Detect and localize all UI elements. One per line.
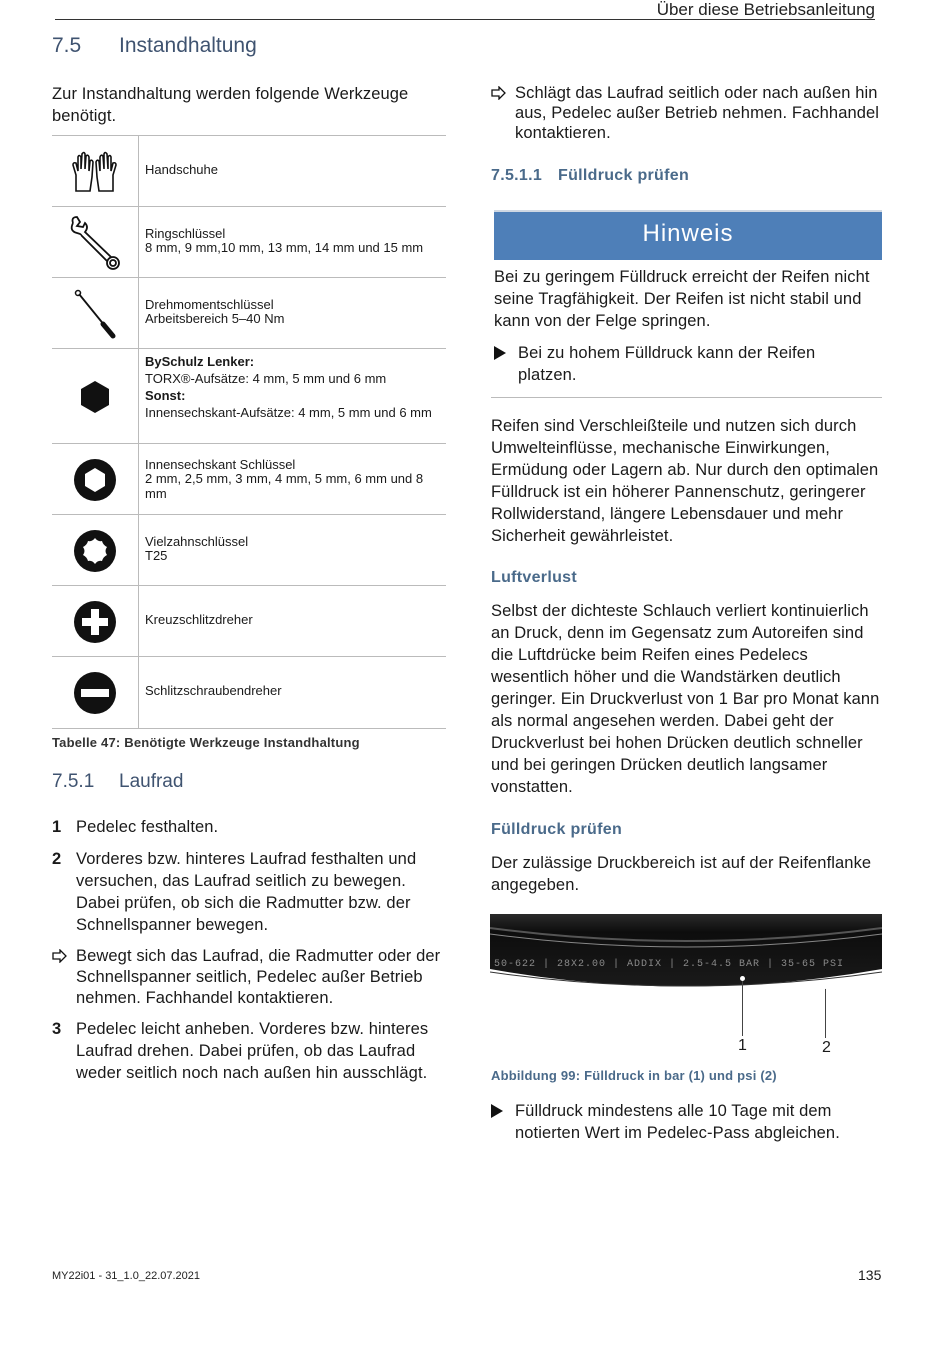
hint-banner — [494, 210, 882, 260]
hint-bullet — [494, 342, 874, 386]
result-text: Bewegt sich das Laufrad, die Radmutter oder der Schnellspanner seitlich, Pedelec außer Betrieb nehmen. Fachhandel kontaktieren. — [76, 947, 441, 1007]
step-1 — [52, 816, 447, 838]
footer-doc-id: MY22i01 - 31_1.0_22.07.2021 — [52, 1270, 201, 1282]
tool-name: Drehmomentschlüssel — [145, 297, 274, 312]
table-row — [52, 348, 446, 444]
step-text: Pedelec leicht anheben. Vorderes bzw. hinteres Laufrad drehen. Dabei prüfen, ob das Laufrad weder seitlich noch nach außen hin ausschlägt. — [76, 1020, 429, 1082]
tool-torx-text — [145, 353, 442, 421]
subsection-heading — [52, 771, 183, 793]
hex-key-icon — [52, 444, 139, 515]
bullet-triangle-icon — [494, 346, 506, 360]
step-2 — [52, 848, 447, 936]
table-row — [52, 585, 446, 657]
subsubsection-title: Fülldruck prüfen — [558, 167, 690, 184]
subsubsection-number: 7.5.1.1 — [491, 167, 543, 184]
callout-line-1 — [742, 978, 743, 1036]
callout-dot-1 — [740, 976, 745, 981]
section-title: Instandhaltung — [119, 34, 257, 57]
table-row — [52, 277, 446, 349]
intro-text: Zur Instandhaltung werden folgende Werkzeuge benötigt. — [52, 85, 409, 125]
hint-bullet-text: Bei zu hohem Fülldruck kann der Reifen platzen. — [518, 344, 816, 384]
torque-wrench-icon — [52, 278, 139, 349]
table-row — [52, 206, 446, 278]
slotted-icon — [52, 657, 139, 728]
step-number: 2 — [52, 850, 62, 868]
callout-line-2 — [825, 986, 826, 1038]
ring-spanner-icon — [52, 207, 139, 278]
header-rule — [55, 19, 875, 20]
section-heading — [52, 34, 257, 58]
result-text: Schlägt das Laufrad seitlich oder nach außen hin aus, Pedelec außer Betrieb nehmen. Fachhandel kontaktieren. — [515, 84, 880, 142]
step-number: 1 — [52, 818, 62, 836]
table-row — [52, 514, 446, 586]
final-bullet-text: Fülldruck mindestens alle 10 Tage mit dem notierten Wert im Pedelec-Pass abgleichen. — [515, 1102, 840, 1142]
para-wear: Reifen sind Verschleißteile und nutzen sich durch Umwelteinflüsse, mechanische Einwirkungen, Ermüdung oder Lagern ab. Nur durch den optimalen Fülldruck ist ein höherer Pannenschutz, geringerer Rollwiderstand, längere Lebensdauer und mehr Sicherheit gewährleistet. — [491, 417, 879, 545]
phillips-icon — [52, 586, 139, 657]
torx-icon — [52, 515, 139, 586]
table-row — [52, 443, 446, 515]
table-row — [52, 135, 446, 207]
result-2 — [491, 83, 886, 143]
running-header: Über diese Betriebsanleitung — [656, 0, 875, 19]
page-number: 135 — [858, 1267, 882, 1283]
tool-detail: T25 — [145, 548, 168, 563]
fuelldruck-heading: Fülldruck prüfen — [491, 821, 623, 838]
table-caption: Tabelle 47: Benötigte Werkzeuge Instandhaltung — [52, 735, 360, 750]
result-arrow-icon — [491, 86, 507, 100]
hexagon-icon — [52, 349, 139, 444]
bullet-triangle-icon — [491, 1104, 503, 1118]
tool-name: Innensechskant Schlüssel — [145, 457, 296, 472]
hint-title: Hinweis — [642, 220, 734, 247]
tool-name: Handschuhe — [145, 162, 218, 177]
hint-divider — [491, 397, 882, 398]
tool-detail: Arbeitsbereich 5–40 Nm — [145, 311, 285, 326]
tool-name: Schlitzschraubendreher — [145, 683, 282, 698]
luftverlust-text: Selbst der dichteste Schlauch verliert kontinuierlich an Druck, denn im Gegensatz zum Autoreifen sind die Luftdrücke beim Reifen eines Pedelecs wesentlich höher und die Wandstärken deutlich geringer. Ein Druckverlust von 1 Bar pro Monat kann als normal angesehen werden. Dabei geht der Druckverlust bei hohen Drücken deutlich schneller und bei geringen Drücken deutlich langsamer vonstatten. — [491, 602, 880, 796]
figure-caption: Abbildung 99: Fülldruck in bar (1) und psi (2) — [491, 1068, 777, 1083]
callout-label-2: 2 — [822, 1039, 831, 1056]
tire-photo — [490, 914, 882, 994]
result-1 — [52, 946, 447, 1009]
tool-name: Vielzahnschlüssel — [145, 534, 249, 549]
step-text: Vorderes bzw. hinteres Laufrad festhalten und versuchen, das Laufrad seitlich zu bewegen. Dabei prüfen, ob sich die Radmutter bzw. der Schnellspanner bewegen. — [76, 850, 417, 934]
table-row — [52, 656, 446, 729]
tool-label-byschulz: BySchulz Lenker: — [145, 354, 255, 369]
final-bullet — [491, 1100, 886, 1144]
tool-detail: TORX®-Aufsätze: 4 mm, 5 mm und 6 mm — [145, 371, 387, 386]
tool-label-sonst: Sonst: — [145, 388, 186, 403]
callout-label-1: 1 — [738, 1037, 747, 1054]
step-3 — [52, 1018, 447, 1084]
luftverlust-heading: Luftverlust — [491, 569, 577, 586]
step-text: Pedelec festhalten. — [76, 818, 219, 836]
hint-text: Bei zu geringem Fülldruck erreicht der Reifen nicht seine Tragfähigkeit. Der Reifen ist nicht stabil und kann von der Felge springen. — [494, 268, 870, 330]
subsection-title: Laufrad — [119, 771, 184, 792]
subsection-number: 7.5.1 — [52, 771, 95, 792]
tire-image — [490, 914, 882, 994]
tool-detail: Innensechskant-Aufsätze: 4 mm, 5 mm und 6 mm — [145, 405, 432, 420]
tool-detail: 8 mm, 9 mm,10 mm, 13 mm, 14 mm und 15 mm — [145, 240, 424, 255]
section-number: 7.5 — [52, 34, 82, 57]
tool-detail: 2 mm, 2,5 mm, 3 mm, 4 mm, 5 mm, 6 mm und 8 mm — [145, 471, 424, 501]
callout-dot-2 — [823, 984, 828, 989]
result-arrow-icon — [52, 949, 68, 963]
subsubsection-heading — [491, 167, 689, 185]
step-number: 3 — [52, 1020, 62, 1038]
fuelldruck-text: Der zulässige Druckbereich ist auf der Reifenflanke angegeben. — [491, 854, 872, 894]
tool-name: Ringschlüssel — [145, 226, 226, 241]
tool-name: Kreuzschlitzdreher — [145, 612, 253, 627]
gloves-icon — [52, 136, 139, 207]
tire-sidewall-text: 50-622 | 28X2.00 | ADDIX | 2.5-4.5 BAR | 35-65 PSI — [494, 959, 845, 970]
